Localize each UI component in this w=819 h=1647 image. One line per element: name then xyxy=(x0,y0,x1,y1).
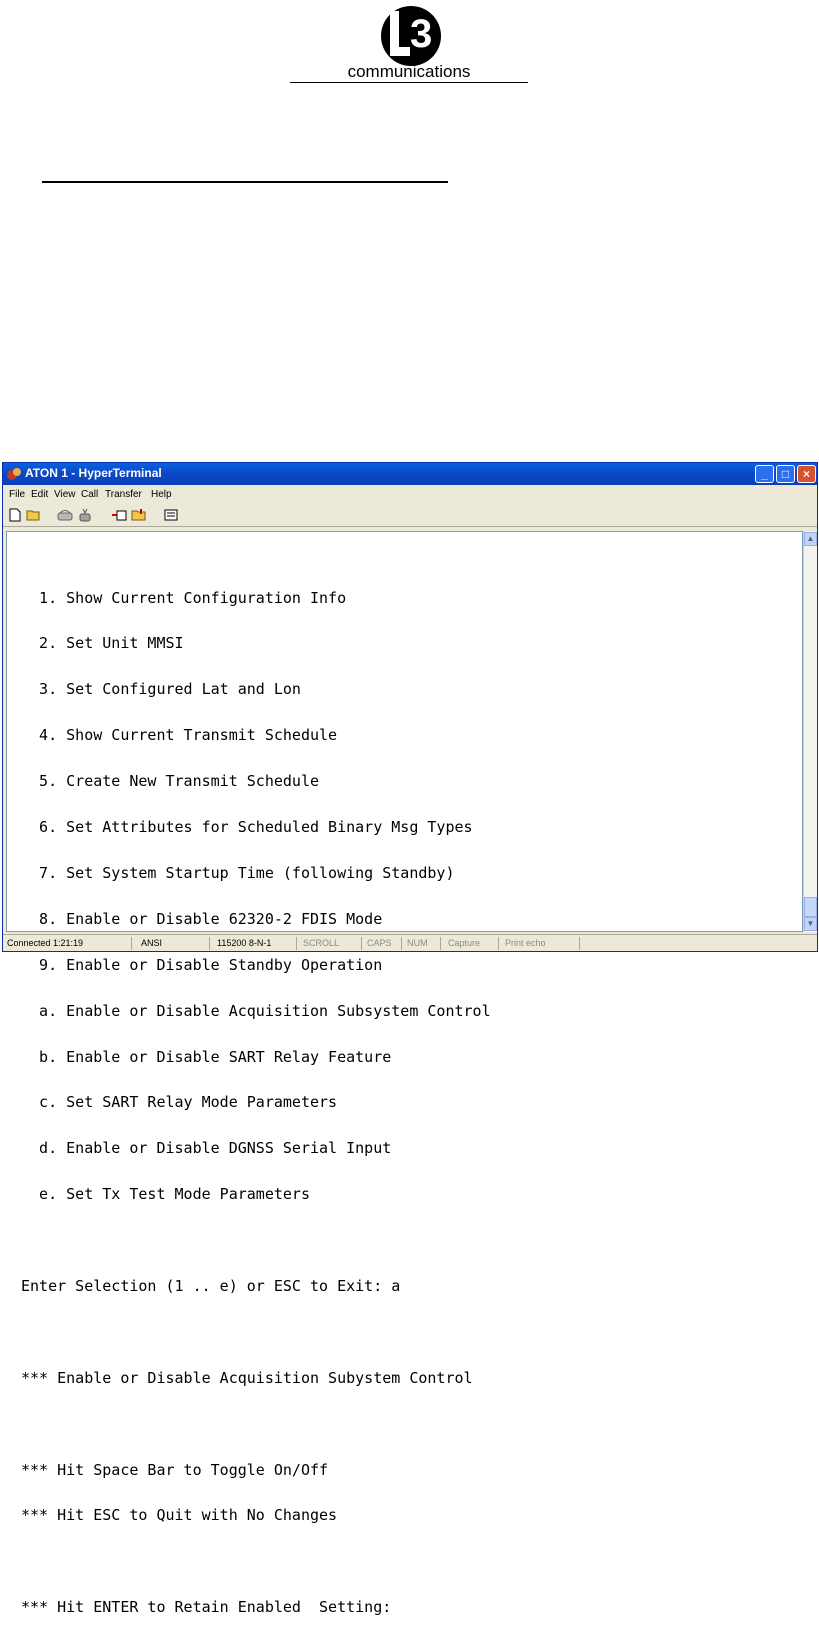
scroll-down-button[interactable]: ▼ xyxy=(804,917,817,931)
scroll-up-button[interactable]: ▲ xyxy=(804,532,817,546)
status-bar xyxy=(3,934,817,952)
menu-line-d: d. Enable or Disable DGNSS Serial Input xyxy=(21,1139,392,1158)
status-scroll: SCROLL xyxy=(303,938,340,948)
status-caps: CAPS xyxy=(367,938,392,948)
l3-logo xyxy=(380,5,442,67)
terminal-output xyxy=(21,560,491,1646)
open-icon[interactable] xyxy=(26,508,42,522)
scrollbar-thumb[interactable] xyxy=(804,897,817,917)
document-rule xyxy=(42,181,448,183)
menu-edit[interactable]: Edit xyxy=(31,489,49,500)
menu-line-e: e. Set Tx Test Mode Parameters xyxy=(21,1185,310,1204)
call-icon[interactable] xyxy=(57,508,73,522)
menu-line-3: 3. Set Configured Lat and Lon xyxy=(21,680,301,699)
receive-icon[interactable] xyxy=(131,508,147,522)
menu-bar xyxy=(3,486,817,503)
status-print-echo: Print echo xyxy=(505,938,546,948)
status-num: NUM xyxy=(407,938,428,948)
menu-line-8: 8. Enable or Disable 62320-2 FDIS Mode xyxy=(21,909,383,928)
new-icon[interactable] xyxy=(8,508,24,522)
logo-underline xyxy=(290,82,528,83)
vertical-scrollbar[interactable] xyxy=(803,531,817,932)
properties-icon[interactable] xyxy=(163,508,179,522)
menu-transfer[interactable]: Transfer xyxy=(105,489,142,500)
toolbar xyxy=(3,504,817,527)
menu-line-4: 4. Show Current Transmit Schedule xyxy=(21,726,338,745)
menu-line-c: c. Set SART Relay Mode Parameters xyxy=(21,1093,338,1112)
menu-line-6: 6. Set Attributes for Scheduled Binary Msg Types xyxy=(21,818,473,837)
status-port: 115200 8-N-1 xyxy=(217,938,272,948)
menu-line-b: b. Enable or Disable SART Relay Feature xyxy=(21,1047,392,1066)
retain-setting-prompt: *** Hit ENTER to Retain Enabled Setting: xyxy=(21,1598,392,1617)
status-capture: Capture xyxy=(448,938,481,948)
menu-line-5: 5. Create New Transmit Schedule xyxy=(21,772,320,791)
menu-line-9: 9. Enable or Disable Standby Operation xyxy=(21,955,383,974)
menu-line-1: 1. Show Current Configuration Info xyxy=(21,588,347,607)
status-connected: Connected 1:21:19 xyxy=(7,938,84,948)
window-title: ATON 1 - HyperTerminal xyxy=(25,466,162,480)
quit-hint: *** Hit ESC to Quit with No Changes xyxy=(21,1506,338,1525)
hyperterminal-window xyxy=(2,462,818,1617)
section-heading: *** Enable or Disable Acquisition Subystem Control xyxy=(21,1368,473,1387)
status-emulation: ANSI xyxy=(141,938,163,948)
title-bar[interactable] xyxy=(3,463,817,485)
menu-line-a: a. Enable or Disable Acquisition Subsystem Control xyxy=(21,1001,491,1020)
svg-text:3: 3 xyxy=(410,12,433,56)
send-icon[interactable] xyxy=(111,508,127,522)
disconnect-icon[interactable] xyxy=(77,508,93,522)
close-button[interactable]: × xyxy=(797,465,816,483)
maximize-button[interactable]: □ xyxy=(776,465,795,483)
menu-call[interactable]: Call xyxy=(81,489,99,500)
selection-prompt: Enter Selection (1 .. e) or ESC to Exit: a xyxy=(21,1276,401,1295)
hyperterminal-app-icon[interactable] xyxy=(6,466,22,482)
menu-file[interactable]: File xyxy=(9,489,26,500)
menu-view[interactable]: View xyxy=(54,489,76,500)
toggle-hint: *** Hit Space Bar to Toggle On/Off xyxy=(21,1460,329,1479)
menu-help[interactable]: Help xyxy=(151,489,172,500)
menu-line-7: 7. Set System Startup Time (following Standby) xyxy=(21,863,455,882)
logo-caption: communications xyxy=(347,62,471,81)
menu-line-2: 2. Set Unit MMSI xyxy=(21,634,184,653)
minimize-button[interactable]: _ xyxy=(755,465,774,483)
